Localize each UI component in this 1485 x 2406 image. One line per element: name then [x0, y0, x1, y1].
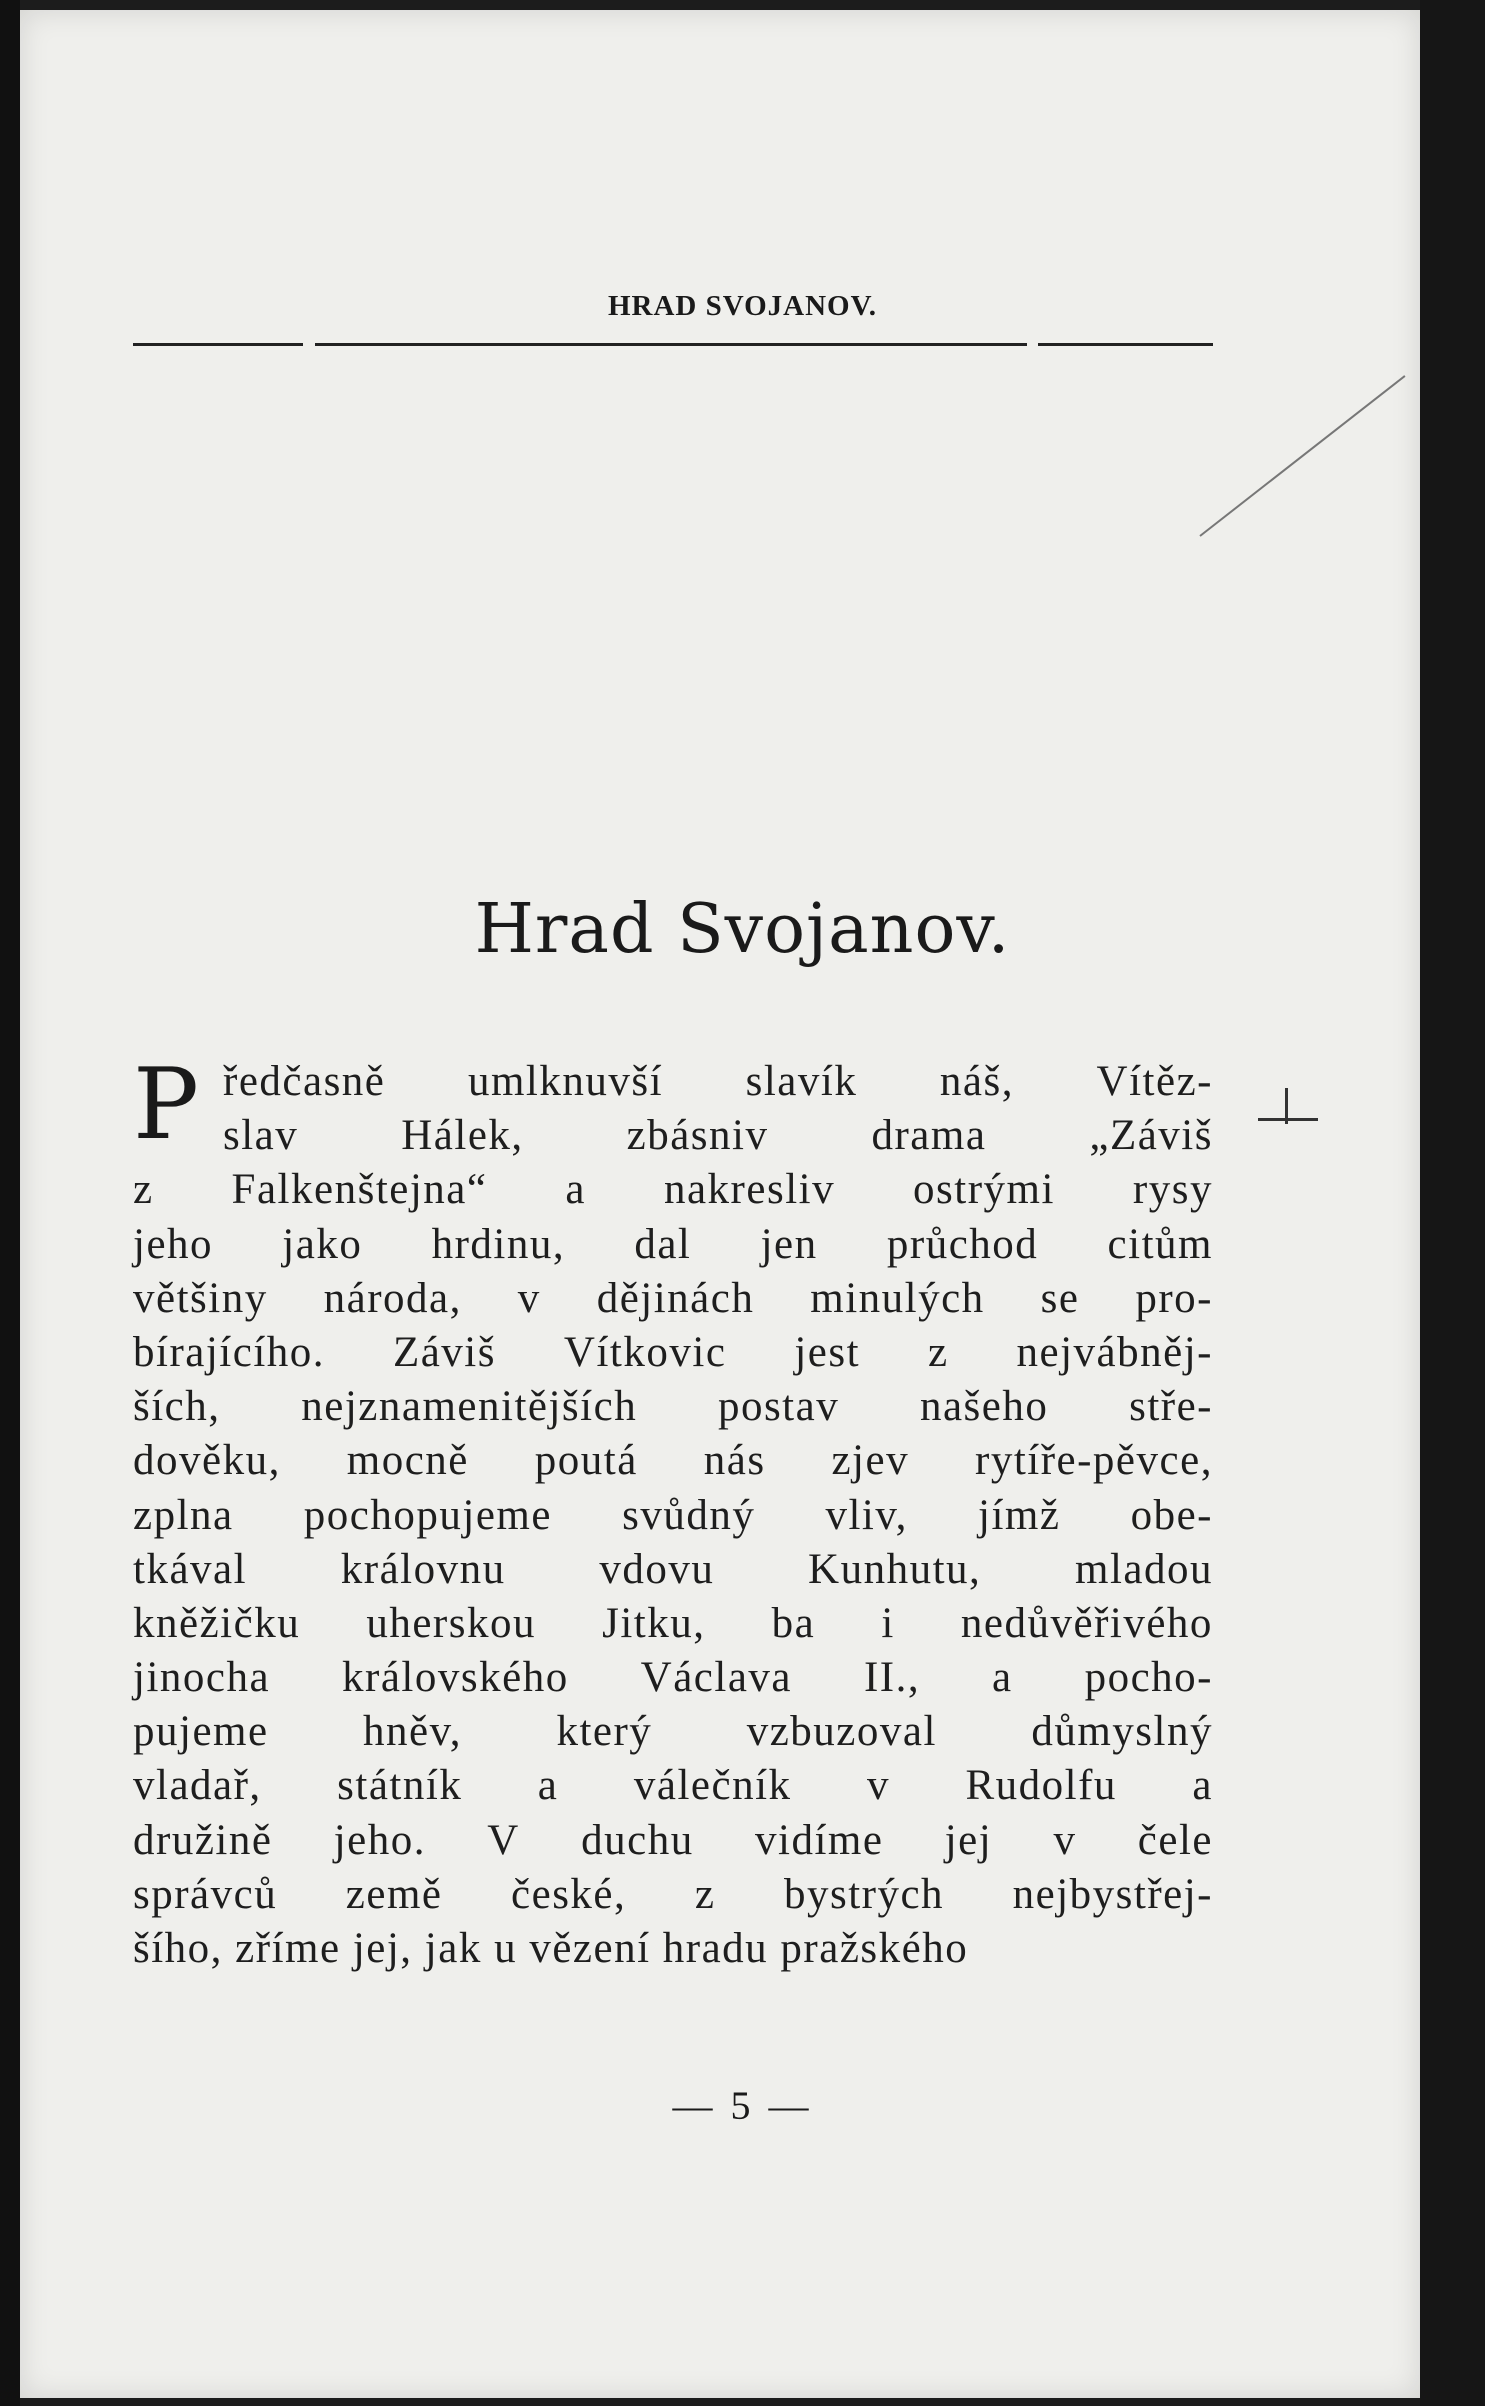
text-line — [133, 1543, 1213, 1597]
word: zbásniv — [626, 1112, 769, 1160]
word: rysy — [1132, 1166, 1213, 1214]
body-paragraph — [133, 1048, 1213, 1976]
word: v — [517, 1274, 541, 1322]
word: slavík — [745, 1058, 858, 1105]
word: vliv, — [825, 1491, 908, 1539]
word: svůdný — [622, 1491, 756, 1539]
word: stře- — [1129, 1383, 1213, 1431]
word: v — [866, 1762, 890, 1810]
word: jinocha — [133, 1654, 271, 1702]
word: jej — [944, 1816, 993, 1864]
word: Rudolfu — [965, 1762, 1117, 1810]
word: z — [694, 1870, 716, 1918]
word: nejvábněj- — [1016, 1328, 1213, 1376]
text-line — [133, 1109, 1213, 1163]
text-line — [133, 1163, 1213, 1217]
text-line — [133, 1272, 1213, 1326]
word: a — [565, 1166, 587, 1214]
header-rule-middle — [315, 343, 1027, 346]
word: jen — [760, 1220, 818, 1268]
word: země — [345, 1870, 443, 1918]
word: Vítěz- — [1096, 1058, 1213, 1105]
word: Jitku, — [602, 1599, 706, 1647]
word: nejbystřej- — [1012, 1870, 1213, 1918]
word: královského — [342, 1654, 569, 1702]
word: z — [927, 1328, 949, 1376]
word: Hálek, — [401, 1112, 524, 1160]
word: hněv, — [362, 1708, 463, 1756]
header-rule-right — [1038, 343, 1213, 346]
word: kněžičku — [133, 1599, 301, 1647]
word: ba — [771, 1599, 816, 1647]
word: vladař, — [133, 1762, 262, 1810]
word: ředčasně — [223, 1058, 386, 1105]
word: většiny — [133, 1274, 268, 1322]
word: jeho — [133, 1220, 214, 1268]
word: české, — [511, 1870, 627, 1918]
word: Falkenštejna“ — [231, 1166, 488, 1214]
word: z — [133, 1166, 154, 1214]
word: jest — [794, 1328, 861, 1376]
word: bírajícího. — [133, 1328, 326, 1376]
word: uherskou — [366, 1599, 536, 1647]
word: který — [556, 1708, 653, 1756]
word: duchu — [581, 1816, 694, 1864]
word: v — [1053, 1816, 1077, 1864]
word: čele — [1137, 1816, 1213, 1864]
chapter-title: Hrad Svojanov. — [474, 890, 1011, 969]
word: národa, — [323, 1274, 462, 1322]
text-line — [133, 1868, 1213, 1922]
word: Záviš — [392, 1328, 496, 1376]
word: citům — [1107, 1220, 1213, 1268]
text-line — [133, 1055, 1213, 1109]
line-text: šího, zříme jej, jak u vězení hradu pražského — [133, 1925, 969, 1972]
margin-mark-horizontal — [1258, 1118, 1318, 1121]
text-line — [133, 1705, 1213, 1759]
word: mladou — [1075, 1545, 1213, 1593]
word: rytíře-pěvce, — [975, 1437, 1213, 1485]
word: tkával — [133, 1545, 248, 1593]
word: drama — [871, 1112, 987, 1160]
text-line — [133, 1922, 1213, 1976]
word: V — [487, 1816, 520, 1864]
word: se — [1040, 1274, 1080, 1322]
word: ších, — [133, 1383, 221, 1431]
word: II., — [863, 1654, 921, 1702]
word: minulých — [810, 1274, 985, 1322]
text-line — [133, 1814, 1213, 1868]
word: státník — [337, 1762, 463, 1810]
word: ostrými — [913, 1166, 1055, 1214]
word: i — [881, 1599, 895, 1647]
text-line — [133, 1651, 1213, 1705]
word: válečník — [633, 1762, 792, 1810]
text-line — [133, 1434, 1213, 1488]
word: nejznamenitějších — [301, 1383, 638, 1431]
text-line — [133, 1380, 1213, 1434]
page-number: — 5 — — [672, 2083, 813, 2128]
word: nedůvěřivého — [960, 1599, 1213, 1647]
word: postav — [717, 1383, 840, 1431]
word: Václava — [640, 1654, 792, 1702]
word: Vítkovic — [563, 1328, 727, 1376]
word: náš, — [939, 1058, 1014, 1105]
scan-left-edge — [0, 0, 20, 2406]
word: královnu — [340, 1545, 506, 1593]
text-line — [133, 1326, 1213, 1380]
word: důmyslný — [1031, 1708, 1213, 1756]
text-line — [133, 1218, 1213, 1272]
word: umlknuvší — [467, 1058, 664, 1105]
word: pocho- — [1084, 1654, 1213, 1702]
word: nás — [703, 1437, 766, 1485]
word: mocně — [346, 1437, 469, 1485]
word: dějinách — [596, 1274, 755, 1322]
text-line — [133, 1759, 1213, 1813]
word: pujeme — [133, 1708, 269, 1756]
word: pochopujeme — [303, 1491, 552, 1539]
word: nakresliv — [663, 1166, 836, 1214]
word: průchod — [886, 1220, 1039, 1268]
drop-cap: P — [133, 1048, 199, 1162]
word: bystrých — [783, 1870, 945, 1918]
word: zplna — [133, 1491, 234, 1539]
word: Kunhutu, — [808, 1545, 982, 1593]
word: vidíme — [755, 1816, 884, 1864]
word: správců — [133, 1870, 278, 1918]
word: hrdinu, — [431, 1220, 566, 1268]
word: zjev — [831, 1437, 910, 1485]
text-line — [133, 1597, 1213, 1651]
running-head: HRAD SVOJANOV. — [607, 290, 878, 322]
word: obe- — [1130, 1491, 1213, 1539]
word: vdovu — [599, 1545, 715, 1593]
word: jako — [282, 1220, 363, 1268]
word: a — [992, 1654, 1013, 1702]
word: dověku, — [133, 1437, 281, 1485]
word: pro- — [1135, 1274, 1213, 1322]
word: slav — [223, 1112, 299, 1160]
word: jímž — [978, 1491, 1061, 1539]
word: vzbuzoval — [746, 1708, 937, 1756]
word: družině — [133, 1816, 273, 1864]
scan-right-edge — [1420, 0, 1485, 2406]
text-line — [133, 1489, 1213, 1543]
word: „Záviš — [1089, 1112, 1213, 1160]
header-rule-left — [133, 343, 303, 346]
word: jeho. — [333, 1816, 427, 1864]
word: a — [537, 1762, 559, 1810]
word: poutá — [534, 1437, 638, 1485]
word: dal — [634, 1220, 692, 1268]
word: našeho — [919, 1383, 1049, 1431]
word: a — [1192, 1762, 1213, 1810]
